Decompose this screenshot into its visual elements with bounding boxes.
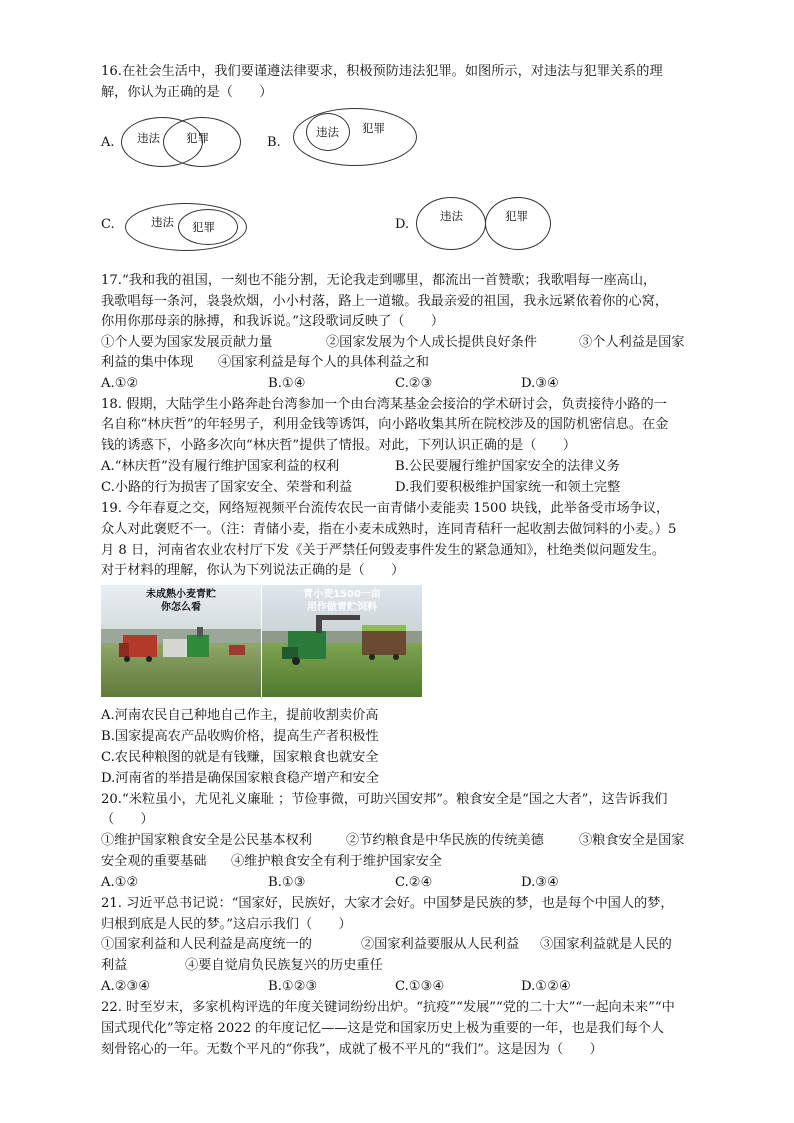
q19-photo1-caption-1: 未成熟小麦青贮 xyxy=(146,589,216,600)
q17-option-c[interactable]: C.②③ xyxy=(395,376,433,391)
q20-stem-line2: （ ） xyxy=(101,812,154,827)
q17-statement-4: ④国家利益是每个人的具体利益之和 xyxy=(218,355,429,370)
q19-photo-unripe-wheat xyxy=(101,585,261,697)
q16-option-c-label[interactable]: C. xyxy=(101,217,115,232)
q19-stem-line1: 19. 今年春夏之交，网络短视频平台流传农民一亩青储小麦能卖 1500 块钱，此举备受市场争议， xyxy=(101,501,670,516)
q16-b-fanzui-label: 犯罪 xyxy=(362,121,385,135)
q18-option-c[interactable]: C.小路的行为损害了国家安全、荣誉和利益 xyxy=(101,480,353,495)
q21-option-c[interactable]: C.①③④ xyxy=(395,979,445,994)
q21-statement-3-cont: 利益 xyxy=(101,958,128,973)
q21-statement-1: ①国家利益和人民利益是高度统一的 xyxy=(101,937,312,952)
q16-c-weifa-label: 违法 xyxy=(151,215,174,229)
q19-stem-line2: 众人对此褒贬不一。（注：青储小麦，指在小麦未成熟时，连同青秸秆一起收割去做饲料的小麦。）5 xyxy=(101,522,677,537)
q16-c-fanzui-label: 犯罪 xyxy=(192,220,215,234)
q17-option-d[interactable]: D.③④ xyxy=(521,376,559,391)
q16-stem-line2: 解，你认为正确的是（ ） xyxy=(101,85,273,100)
q18-option-a[interactable]: A.“林庆哲”没有履行维护国家利益的权利 xyxy=(101,459,340,474)
q21-option-b[interactable]: B.①②③ xyxy=(268,979,318,994)
q17-option-b[interactable]: B.①④ xyxy=(268,376,306,391)
q20-option-a[interactable]: A.①② xyxy=(101,875,139,890)
q18-stem-line2: 名自称“林庆哲”的年轻男子，利用金钱等诱饵，向小路收集其所在院校涉及的国防机密信息。在金 xyxy=(101,417,669,432)
q20-statement-3: ③粮食安全是国家 xyxy=(579,833,685,848)
q19-photo2-caption-1: 青小麦1500一亩 xyxy=(303,589,381,600)
q16-a-fanzui-label: 犯罪 xyxy=(186,131,209,145)
q20-option-c[interactable]: C.②④ xyxy=(395,875,433,890)
q20-option-b[interactable]: B.①③ xyxy=(268,875,306,890)
q18-stem-line1: 18. 假期，大陆学生小路奔赴台湾参加一个由台湾某基金会接洽的学术研讨会，负责接待小路的一 xyxy=(101,397,667,412)
q20-statement-3-cont: 安全观的重要基础 xyxy=(101,854,207,869)
q21-option-d[interactable]: D.①②④ xyxy=(521,979,571,994)
q16-option-d-label[interactable]: D. xyxy=(395,217,410,232)
q17-statement-2: ②国家发展为个人成长提供良好条件 xyxy=(326,335,537,350)
q16-stem-line1: 16.在社会生活中，我们要谨遵法律要求，积极预防违法犯罪。如图所示，对违法与犯罪关系的理 xyxy=(101,64,663,79)
q17-stem-line1: 17.“我和我的祖国，一刻也不能分割，无论我走到哪里，都流出一首赞歌；我歌唱每一座高山， xyxy=(101,273,657,288)
q21-statement-2: ②国家利益要服从人民利益 xyxy=(361,937,520,952)
q19-photo-green-wheat-feed xyxy=(262,585,422,697)
q20-option-d[interactable]: D.③④ xyxy=(521,875,559,890)
q18-stem-line3: 钱的诱惑下，小路多次向“林庆哲”提供了情报。对此，下列认识正确的是（ ） xyxy=(101,438,577,453)
q20-statement-4: ④维护粮食安全有利于维护国家安全 xyxy=(231,854,442,869)
q16-b-weifa-label: 违法 xyxy=(316,125,339,139)
q18-option-b[interactable]: B.公民要履行维护国家安全的法律义务 xyxy=(395,459,620,474)
q16-d-weifa-label: 违法 xyxy=(440,209,463,223)
q19-photo2-caption-2: 用作做青贮饲料 xyxy=(307,602,377,613)
q19-option-c[interactable]: C.农民种粮图的就是有钱赚，国家粮食也就安全 xyxy=(101,750,379,765)
q19-stem-line3: 月 8 日，河南省农业农村厅下发《关于严禁任何毁麦事件发生的紧急通知》，杜绝类似问题发生。 xyxy=(101,543,666,558)
q19-option-a[interactable]: A.河南农民自己种地自己作主，提前收割卖价高 xyxy=(101,708,379,723)
q16-d-fanzui-label: 犯罪 xyxy=(505,209,528,223)
q17-statement-3: ③个人利益是国家 xyxy=(579,335,685,350)
q19-photo1-caption-2: 你怎么看 xyxy=(161,602,201,613)
q18-option-d[interactable]: D.我们要积极维护国家统一和领土完整 xyxy=(395,480,621,495)
q17-stem-line3: 你用你那母亲的脉搏，和我诉说。”这段歌词反映了（ ） xyxy=(101,314,445,329)
q20-statement-2: ②节约粮食是中华民族的传统美德 xyxy=(346,833,544,848)
q21-option-a[interactable]: A.②③④ xyxy=(101,979,151,994)
q21-statement-4: ④要自觉肩负民族复兴的历史重任 xyxy=(185,958,383,973)
q17-stem-line2: 我歌唱每一条河，袅袅炊烟，小小村落，路上一道辙。我最亲爱的祖国，我永远紧依着你的心窝， xyxy=(101,294,669,309)
q21-stem-line1: 21. 习近平总书记说：“国家好，民族好，大家才会好。中国梦是民族的梦，也是每个中国人的梦， xyxy=(101,896,674,911)
q19-option-b[interactable]: B.国家提高农产品收购价格，提高生产者积极性 xyxy=(101,729,379,744)
q17-option-a[interactable]: A.①② xyxy=(101,376,139,391)
q22-stem-line1: 22. 时至岁末，多家机构评选的年度关键词纷纷出炉。“抗疫”“发展”“党的二十大”“一起向未来”“中 xyxy=(101,1000,675,1015)
q21-stem-line2: 归根到底是人民的梦。”这启示我们（ ） xyxy=(101,917,352,932)
q19-option-d[interactable]: D.河南省的举措是确保国家粮食稳产增产和安全 xyxy=(101,771,380,786)
q19-stem-line4: 对于材料的理解，你认为下列说法正确的是（ ） xyxy=(101,563,405,578)
q22-stem-line3: 刻骨铭心的一年。无数个平凡的“你我”，成就了极不平凡的“我们”。这是因为（ ） xyxy=(101,1042,603,1057)
q20-stem-line1: 20.“米粒虽小，尤见礼义廉耻 ；节俭事微，可助兴国安邦”。粮食安全是“国之大者”，这告诉我们 xyxy=(101,792,668,807)
q20-statement-1: ①维护国家粮食安全是公民基本权利 xyxy=(101,833,312,848)
q21-statement-3: ③国家利益就是人民的 xyxy=(540,937,672,952)
q22-stem-line2: 国式现代化”等定格 2022 的年度记忆——这是党和国家历史上极为重要的一年，也是我们每个人 xyxy=(101,1021,664,1036)
q16-a-weifa-label: 违法 xyxy=(137,131,160,145)
q17-statement-3-cont: 利益的集中体现 xyxy=(101,355,194,370)
q17-statement-1: ①个人要为国家发展贡献力量 xyxy=(101,335,273,350)
q16-option-a-label[interactable]: A. xyxy=(101,135,115,150)
q16-option-b-label[interactable]: B. xyxy=(267,135,281,150)
